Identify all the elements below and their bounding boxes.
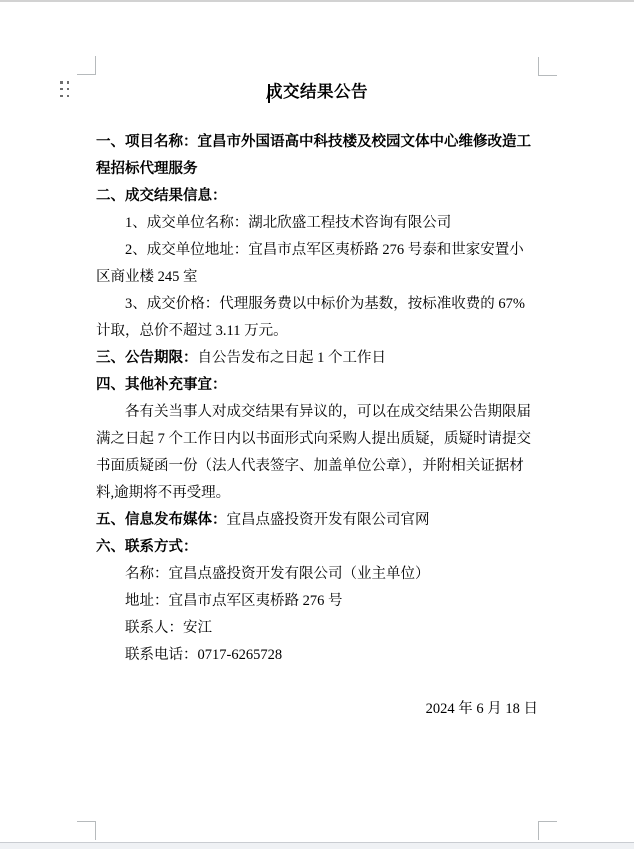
- text-boundary-mark-top-right: [538, 57, 557, 76]
- doc-line[interactable]: [96, 156, 538, 183]
- doc-text: 联系人：安江: [125, 620, 212, 636]
- doc-text: 地址：宜昌市点军区夷桥路 276 号: [125, 593, 343, 609]
- doc-line[interactable]: [96, 345, 538, 372]
- window-bottom-bar: [0, 842, 634, 849]
- doc-line[interactable]: [96, 372, 538, 399]
- doc-text-bold: 四、其他补充事宜：: [96, 377, 227, 393]
- doc-text: 2024 年 6 月 18 日: [425, 701, 538, 717]
- document-title[interactable]: 成交结果公告: [266, 82, 368, 101]
- doc-text-bold: 二、成交结果信息：: [96, 188, 227, 204]
- title-spacer: [96, 108, 538, 129]
- doc-line[interactable]: [96, 318, 538, 345]
- doc-line[interactable]: [96, 453, 538, 480]
- doc-line[interactable]: [96, 291, 538, 318]
- page-top-edge: [0, 0, 634, 2]
- doc-text: 联系电话：0717-6265728: [125, 647, 283, 663]
- text-boundary-mark-bottom-left: [77, 821, 96, 840]
- doc-text-bold: 五、信息发布媒体：: [96, 512, 227, 528]
- doc-line[interactable]: [96, 561, 538, 588]
- doc-text: 3、成交价格：代理服务费以中标价为基数，按标准收费的 67%: [125, 296, 525, 312]
- doc-text: 料,逾期将不再受理。: [96, 485, 231, 501]
- doc-line[interactable]: [96, 507, 538, 534]
- doc-text: 计取，总价不超过 3.11 万元。: [96, 323, 288, 339]
- doc-text: 名称：宜昌点盛投资开发有限公司（业主单位）: [125, 566, 430, 582]
- doc-line[interactable]: [96, 264, 538, 291]
- doc-text-bold: 程招标代理服务: [96, 161, 198, 177]
- doc-line[interactable]: [96, 615, 538, 642]
- doc-line[interactable]: [96, 237, 538, 264]
- doc-text-bold: 一、项目名称：宜昌市外国语高中科技楼及校园文体中心维修改造工: [96, 134, 531, 150]
- text-boundary-mark-bottom-right: [538, 821, 557, 840]
- doc-line[interactable]: [96, 696, 538, 723]
- doc-text: 书面质疑函一份（法人代表签字、加盖单位公章），并附相关证据材: [96, 458, 524, 474]
- doc-text: 宜昌点盛投资开发有限公司官网: [226, 512, 430, 528]
- doc-text: 自公告发布之日起 1 个工作日: [197, 350, 386, 366]
- doc-text: 区商业楼 245 室: [96, 269, 198, 285]
- paragraph-drag-handle-icon[interactable]: [60, 81, 69, 97]
- doc-text-bold: 六、联系方式：: [96, 539, 198, 555]
- doc-line[interactable]: [96, 210, 538, 237]
- doc-line[interactable]: [96, 399, 538, 426]
- doc-line[interactable]: [96, 480, 538, 507]
- doc-line[interactable]: [96, 426, 538, 453]
- doc-text-bold: 三、公告期限：: [96, 350, 198, 366]
- text-boundary-mark-top-left: [77, 56, 96, 75]
- doc-line[interactable]: [96, 669, 538, 696]
- doc-line[interactable]: [96, 642, 538, 669]
- doc-text: 1、成交单位名称：湖北欣盛工程技术咨询有限公司: [125, 215, 452, 231]
- doc-text: 2、成交单位地址：宜昌市点军区夷桥路 276 号泰和世家安置小: [125, 242, 524, 258]
- doc-line[interactable]: [96, 183, 538, 210]
- doc-line[interactable]: [96, 129, 538, 156]
- doc-text: 各有关当事人对成交结果有异议的，可以在成交结果公告期限届: [125, 404, 531, 420]
- doc-text: 满之日起 7 个工作日内以书面形式向采购人提出质疑，质疑时请提交: [96, 431, 531, 447]
- document-body[interactable]: [96, 129, 538, 723]
- document-text-area[interactable]: [96, 75, 538, 723]
- doc-line[interactable]: [96, 588, 538, 615]
- doc-line[interactable]: [96, 534, 538, 561]
